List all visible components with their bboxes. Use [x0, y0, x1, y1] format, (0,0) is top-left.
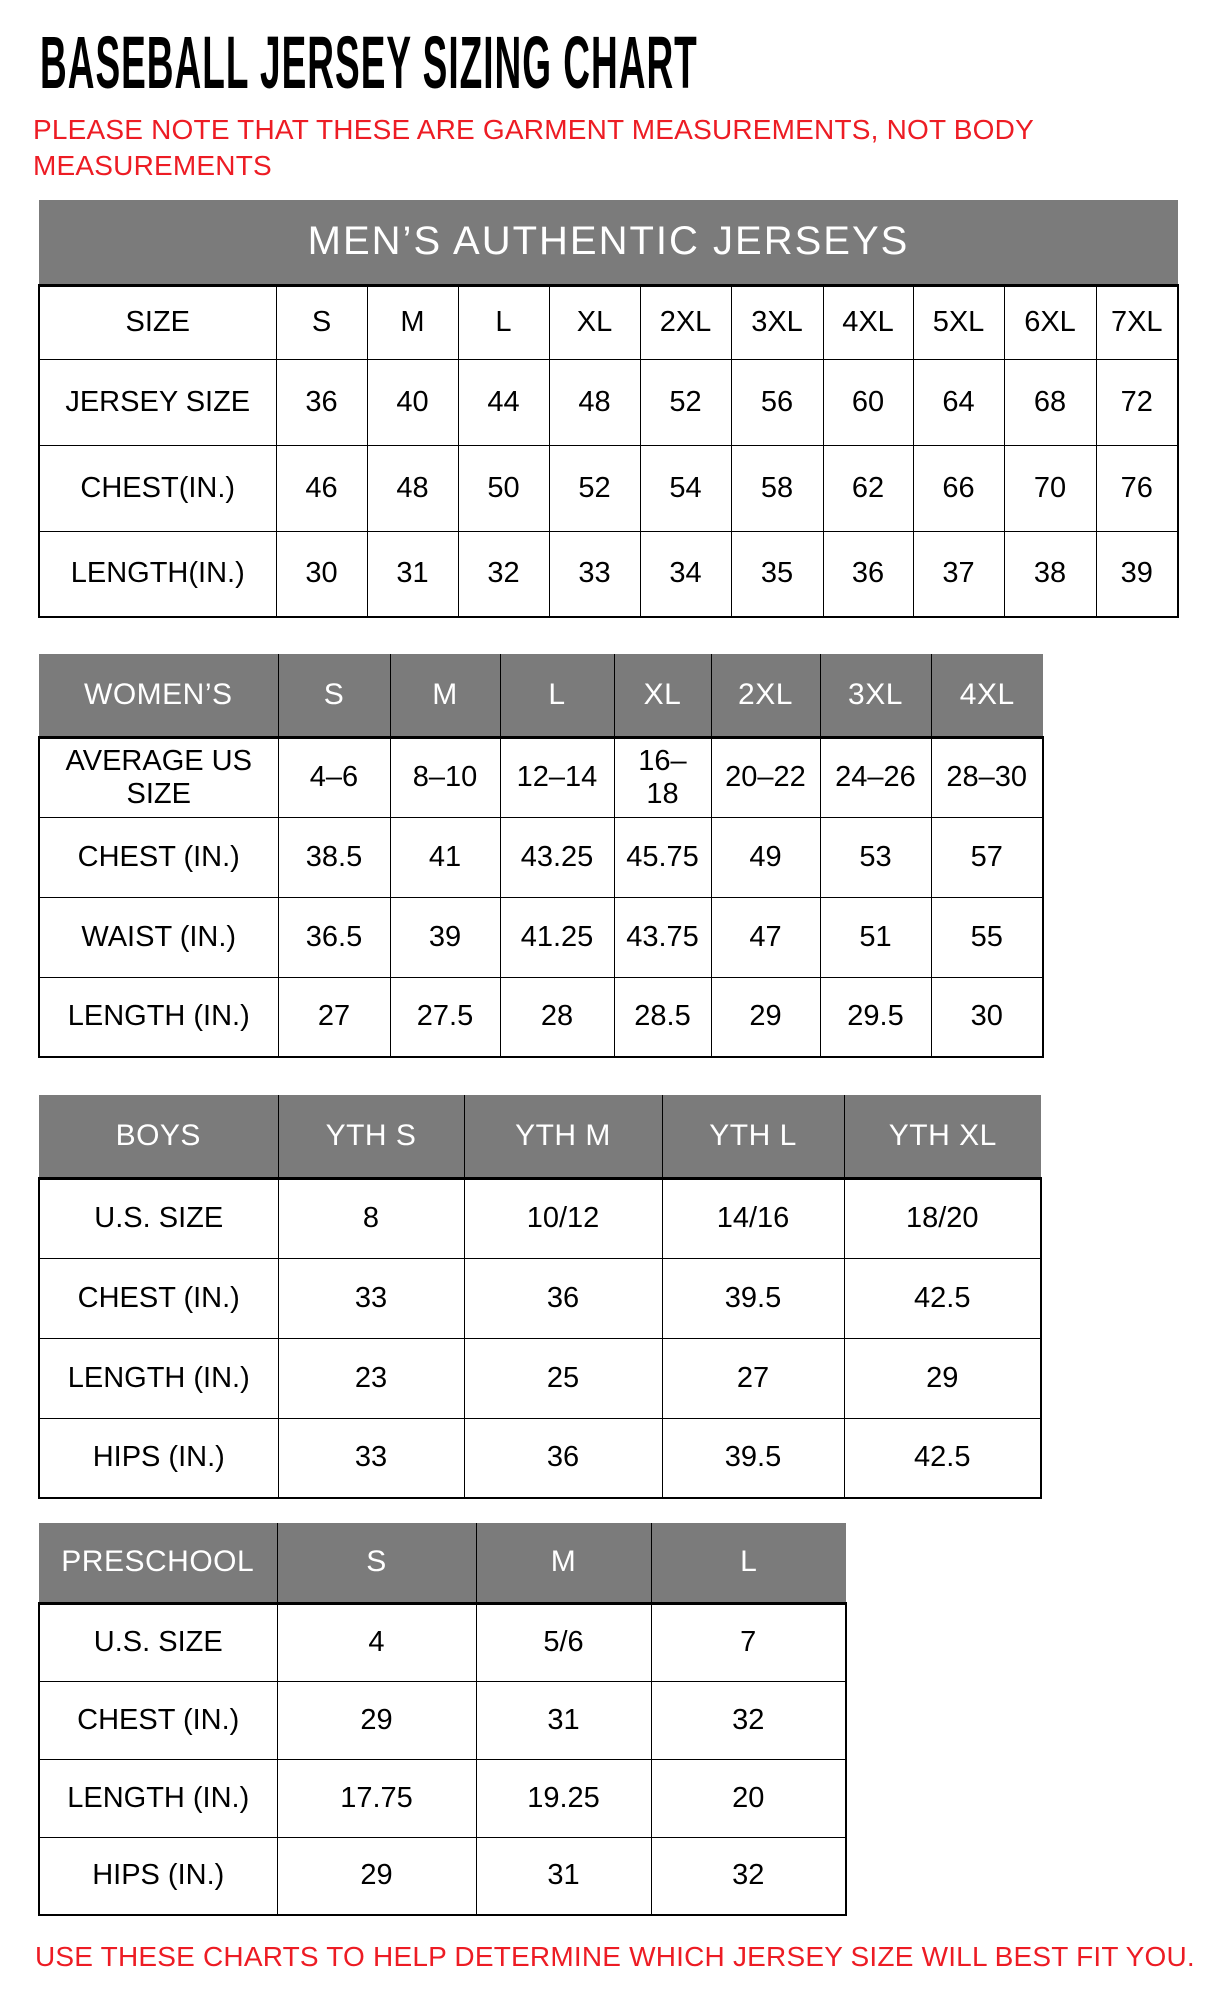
measurement-value: 20	[651, 1759, 846, 1837]
measurement-value: 28–30	[931, 737, 1043, 817]
size-header: 3XL	[731, 285, 823, 359]
row-label: LENGTH (IN.)	[39, 977, 278, 1057]
boys-size-header: YTH M	[464, 1095, 662, 1178]
size-header: 4XL	[823, 285, 913, 359]
measurement-value: 29	[277, 1837, 476, 1915]
mens-sizing-table	[38, 200, 1179, 618]
size-header: 2XL	[640, 285, 731, 359]
measurement-value: 17.75	[277, 1759, 476, 1837]
size-header: 6XL	[1004, 285, 1096, 359]
measurement-value: 31	[476, 1681, 651, 1759]
measurement-value: 39.5	[662, 1418, 844, 1498]
boys-banner-row	[39, 1095, 1041, 1178]
row-label: WAIST (IN.)	[39, 897, 278, 977]
measurement-value: 39.5	[662, 1258, 844, 1338]
row-label: CHEST (IN.)	[39, 817, 278, 897]
measurement-value: 20–22	[711, 737, 820, 817]
note-line-1: PLEASE NOTE THAT THESE ARE GARMENT MEASUREMENTS, NOT BODY	[33, 114, 1034, 145]
preschool-size-header: L	[651, 1523, 846, 1603]
measurement-value: 39	[1096, 531, 1178, 617]
measurement-value: 27.5	[390, 977, 500, 1057]
measurement-value: 47	[711, 897, 820, 977]
row-label: LENGTH(IN.)	[39, 531, 276, 617]
row-label: U.S. SIZE	[39, 1603, 277, 1681]
table-row	[39, 897, 1043, 977]
measurement-value: 36	[464, 1418, 662, 1498]
womens-size-header: M	[390, 654, 500, 737]
preschool-size-header: S	[277, 1523, 476, 1603]
measurement-value: 29	[844, 1338, 1041, 1418]
row-label: AVERAGE US SIZE	[39, 737, 278, 817]
measurement-value: 34	[640, 531, 731, 617]
page	[0, 21, 1220, 1974]
measurement-value: 68	[1004, 359, 1096, 445]
womens-size-header: 2XL	[711, 654, 820, 737]
table-row	[39, 1837, 846, 1915]
measurement-value: 32	[651, 1681, 846, 1759]
measurement-value: 8	[278, 1178, 464, 1258]
size-header: S	[276, 285, 367, 359]
table-row	[39, 1759, 846, 1837]
table-row	[39, 977, 1043, 1057]
measurement-value: 29	[277, 1681, 476, 1759]
measurement-value: 70	[1004, 445, 1096, 531]
measurement-value: 43.25	[500, 817, 614, 897]
note-line-2: MEASUREMENTS	[33, 150, 272, 181]
measurement-value: 58	[731, 445, 823, 531]
measurement-value: 19.25	[476, 1759, 651, 1837]
womens-size-header: 4XL	[931, 654, 1043, 737]
measurement-value: 7	[651, 1603, 846, 1681]
measurement-value: 66	[913, 445, 1004, 531]
measurement-value: 36.5	[278, 897, 390, 977]
measurement-value: 32	[458, 531, 549, 617]
measurement-value: 12–14	[500, 737, 614, 817]
measurement-value: 28.5	[614, 977, 711, 1057]
preschool-group-label: PRESCHOOL	[39, 1523, 277, 1603]
table-row	[39, 817, 1043, 897]
measurement-value: 23	[278, 1338, 464, 1418]
row-label: CHEST(IN.)	[39, 445, 276, 531]
womens-size-header: XL	[614, 654, 711, 737]
size-header: M	[367, 285, 458, 359]
measurement-value: 36	[464, 1258, 662, 1338]
measurement-value: 14/16	[662, 1178, 844, 1258]
page-title	[40, 21, 1220, 104]
row-label: LENGTH (IN.)	[39, 1338, 278, 1418]
measurement-value: 10/12	[464, 1178, 662, 1258]
measurement-value: 72	[1096, 359, 1178, 445]
measurement-value: 41	[390, 817, 500, 897]
womens-group-label: WOMEN’S	[39, 654, 278, 737]
row-label: HIPS (IN.)	[39, 1837, 277, 1915]
measurement-value: 48	[549, 359, 640, 445]
measurement-value: 36	[276, 359, 367, 445]
measurement-value: 38.5	[278, 817, 390, 897]
row-label: CHEST (IN.)	[39, 1681, 277, 1759]
boys-size-header: YTH L	[662, 1095, 844, 1178]
measurement-value: 37	[913, 531, 1004, 617]
measurement-value: 48	[367, 445, 458, 531]
table-row	[39, 531, 1178, 617]
womens-banner-row	[39, 654, 1043, 737]
measurement-value: 46	[276, 445, 367, 531]
page-title-text: BASEBALL JERSEY SIZING CHART	[40, 21, 698, 104]
measurement-value: 8–10	[390, 737, 500, 817]
measurement-value: 29.5	[820, 977, 931, 1057]
measurement-value: 52	[640, 359, 731, 445]
footer-note: USE THESE CHARTS TO HELP DETERMINE WHICH JERSEY SIZE WILL BEST FIT YOU.	[35, 1941, 1195, 1972]
measurement-value: 31	[367, 531, 458, 617]
table-row	[39, 1178, 1041, 1258]
mens-banner-row	[39, 200, 1178, 285]
measurement-value: 41.25	[500, 897, 614, 977]
table-row	[39, 359, 1178, 445]
measurement-value: 53	[820, 817, 931, 897]
measurement-value: 27	[662, 1338, 844, 1418]
row-label: SIZE	[39, 285, 276, 359]
size-header: 5XL	[913, 285, 1004, 359]
measurement-value: 49	[711, 817, 820, 897]
size-header: L	[458, 285, 549, 359]
measurement-value: 44	[458, 359, 549, 445]
measurement-value: 40	[367, 359, 458, 445]
size-header: 7XL	[1096, 285, 1178, 359]
measurement-value: 5/6	[476, 1603, 651, 1681]
row-label: JERSEY SIZE	[39, 359, 276, 445]
measurement-value: 55	[931, 897, 1043, 977]
measurement-value: 38	[1004, 531, 1096, 617]
garment-measurements-note	[33, 112, 1220, 184]
measurement-value: 57	[931, 817, 1043, 897]
size-header: XL	[549, 285, 640, 359]
measurement-value: 76	[1096, 445, 1178, 531]
measurement-value: 64	[913, 359, 1004, 445]
mens-banner-title: MEN’S AUTHENTIC JERSEYS	[39, 200, 1178, 285]
womens-size-header: L	[500, 654, 614, 737]
row-label: HIPS (IN.)	[39, 1418, 278, 1498]
measurement-value: 18/20	[844, 1178, 1041, 1258]
measurement-value: 31	[476, 1837, 651, 1915]
measurement-value: 45.75	[614, 817, 711, 897]
boys-size-header: YTH XL	[844, 1095, 1041, 1178]
measurement-value: 30	[276, 531, 367, 617]
boys-size-header: YTH S	[278, 1095, 464, 1178]
table-row	[39, 1338, 1041, 1418]
measurement-value: 33	[278, 1418, 464, 1498]
measurement-value: 32	[651, 1837, 846, 1915]
measurement-value: 24–26	[820, 737, 931, 817]
mens-size-header-row	[39, 285, 1178, 359]
row-label: LENGTH (IN.)	[39, 1759, 277, 1837]
measurement-value: 27	[278, 977, 390, 1057]
table-row	[39, 1418, 1041, 1498]
preschool-size-header: M	[476, 1523, 651, 1603]
preschool-banner-row	[39, 1523, 846, 1603]
measurement-value: 33	[549, 531, 640, 617]
womens-size-header: S	[278, 654, 390, 737]
row-label: CHEST (IN.)	[39, 1258, 278, 1338]
measurement-value: 62	[823, 445, 913, 531]
measurement-value: 33	[278, 1258, 464, 1338]
womens-sizing-table	[38, 654, 1044, 1058]
measurement-value: 43.75	[614, 897, 711, 977]
measurement-value: 30	[931, 977, 1043, 1057]
measurement-value: 54	[640, 445, 731, 531]
table-row	[39, 737, 1043, 817]
table-row	[39, 1258, 1041, 1338]
table-row	[39, 1681, 846, 1759]
measurement-value: 39	[390, 897, 500, 977]
measurement-value: 56	[731, 359, 823, 445]
boys-sizing-table	[38, 1095, 1042, 1499]
preschool-sizing-table	[38, 1523, 847, 1916]
measurement-value: 51	[820, 897, 931, 977]
measurement-value: 35	[731, 531, 823, 617]
measurement-value: 4–6	[278, 737, 390, 817]
table-row	[39, 445, 1178, 531]
boys-group-label: BOYS	[39, 1095, 278, 1178]
measurement-value: 29	[711, 977, 820, 1057]
measurement-value: 28	[500, 977, 614, 1057]
table-row	[39, 1603, 846, 1681]
measurement-value: 50	[458, 445, 549, 531]
measurement-value: 25	[464, 1338, 662, 1418]
measurement-value: 42.5	[844, 1258, 1041, 1338]
womens-size-header: 3XL	[820, 654, 931, 737]
measurement-value: 42.5	[844, 1418, 1041, 1498]
row-label: U.S. SIZE	[39, 1178, 278, 1258]
measurement-value: 16–18	[614, 737, 711, 817]
measurement-value: 60	[823, 359, 913, 445]
measurement-value: 4	[277, 1603, 476, 1681]
measurement-value: 36	[823, 531, 913, 617]
measurement-value: 52	[549, 445, 640, 531]
